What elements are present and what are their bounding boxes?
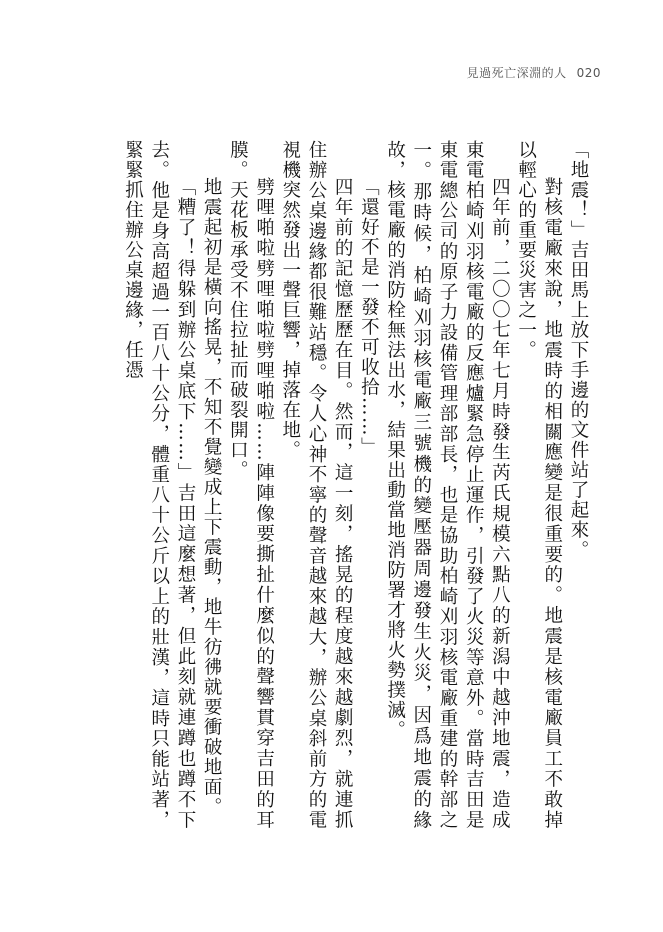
page-number: 020 bbox=[576, 66, 601, 80]
paragraph: 「還好不是一發不可收拾……」 bbox=[358, 177, 380, 457]
paragraph: 「糟了！得躲到辦公桌底下……」吉田這麼想著，但此刻就連蹲也蹲不下去。他是身高超過一百八十公分，體重八十公斤以上的壯漢，這時只能站著，緊緊抓住辦公桌邊緣，任憑 bbox=[122, 140, 196, 830]
paragraph: 對核電廠來說，地震時的相關應變是很重要的。地震是核電廠員工不敢掉以輕心的重要災害之一。 bbox=[515, 140, 563, 830]
paragraph: 「地震！」吉田馬上放下手邊的文件站了起來。 bbox=[568, 140, 589, 560]
paragraph: 四年前的記憶歷歷在目。然而，這一刻，搖晃的程度越來越劇烈，就連抓住辦公桌邊緣都很難站穩。令人心神不寧的聲音越來越大，辦公桌斜前方的電視機突然發出一聲巨響，掉落在地。 bbox=[279, 140, 354, 830]
running-head bbox=[467, 64, 601, 81]
paragraph: 四年前，二〇〇七年七月時發生芮氏規模六點八的新潟中越沖地震，造成東電柏崎刈羽核電廠的反應爐緊急停止運作，引發了火災等意外。當時吉田是東電總公司的原子力設備管理部部長，也是協助柏崎刈羽核電廠重建的幹部之一。那時候，柏崎刈羽核電廠三號機的變壓器周邊發生火災，因爲地震的緣故，核電廠的消防栓無法出水，結果出動當地消防署才將火勢撲滅。 bbox=[384, 140, 511, 830]
paragraph: 地震起初是橫向搖晃，不知不覺變成上下震動，地牛彷彿就要衝破地面。 bbox=[201, 177, 223, 817]
paragraph: 劈哩啪啦劈哩啪啦劈哩啪啦……陣陣像要撕扯什麼似的聲響貫穿吉田的耳膜。天花板承受不住拉扯而破裂開口。 bbox=[227, 140, 275, 830]
book-title: 見過死亡深淵的人 bbox=[466, 66, 567, 80]
body-text bbox=[55, 140, 591, 830]
